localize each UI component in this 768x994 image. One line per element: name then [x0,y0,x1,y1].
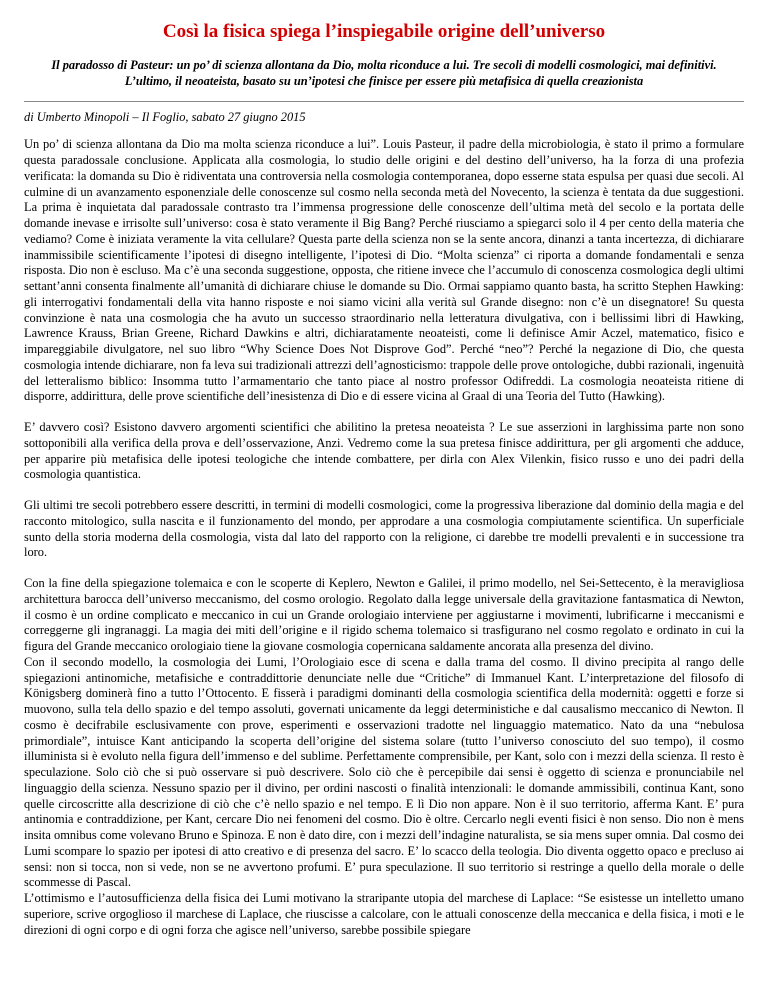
paragraph: Un po’ di scienza allontana da Dio ma molta scienza riconduce a lui”. Louis Pasteur, il padre della microbiologia, è stato il primo a formulare questa paradossale conclusione. Applicata alla cosmologia, lo studio delle origini e del destino dell’universo, ha la forza di una profezia verificata: la domanda su Dio è ridiventata una controversia nella cosmologia contemporanea, dopo esserne stata espulsa per quasi due secoli. Al culmine di un avanzamento esponenziale delle conoscenze sul cosmo nella seconda metà del Novecento, la scienza è tentata da due suggestioni. La prima è inquietata dal paradossale contrasto tra l’immensa progressione delle conoscenze dell’ultima metà del secolo e la portata delle domande inevase e irrisolte sull’universo: cosa è stato veramente il Big Bang? Perché riusciamo a spiegarci solo il 4 per cento della materia che vediamo? Come è iniziata veramente la vita cellulare? Questa parte della scienza non se la sente ancora, dinanzi a tanta incertezza, di dichiarare inammissibile scientificamente l’ipotesi di disegno intelligente, l’ipotesi di Dio. “Molta scienza” ci riporta a domande fondamentali e senza risposta. Dio non è escluso. Ma c’è una seconda suggestione, opposta, che ritiene invece che l’accumulo di conoscenza cosmologica degli ultimi settant’anni consenta finalmente all’umanità di dichiarare chiuse le domande su Dio. Ormai sappiamo quanto basta, ha scritto Stephen Hawking: gli interrogativi fondamentali della vita hanno risposte e noi siamo vicini alla verità sul Grande disegno: non c’è un disegnatore! Su questa convinzione è nata una cosmologia che ha avuto un successo straordinario nella letteratura divulgativa, con i bellissimi libri di Hawking, Lawrence Krauss, Brian Greene, Richard Dawkins e altri, dichiaratamente neoateisti, come li definisce Amir Aczel, matematico, fisico e impareggiabile divulgatore, nel suo libro “Why Science Does Not Disprove God”. Perché “neo”? Perché la negazione di Dio, che questa cosmologia intende dichiarare, non fa leva sui tradizionali attrezzi dell’agnosticismo: trappole delle prove ontologiche, dubbi razionali, ingenuità del letteralismo biblico: Insomma tutto l’armamentario che tanto piace al nostro professor Odifreddi. La cosmologia neoateista ritiene di disporre, addirittura, delle prove scientifiche dell’inesistenza di Dio e di essere vicina al Graal di una Teoria del Tutto (Hawking). [24,137,744,404]
article-byline: di Umberto Minopoli – Il Foglio, sabato 27 giugno 2015 [24,109,306,124]
divider [24,101,744,102]
paragraph: Gli ultimi tre secoli potrebbero essere descritti, in termini di modelli cosmologici, come la progressiva liberazione dal dominio della magia e del racconto mitologico, sulla nascita e il funzionamento del mondo, per approdare a una cosmologia compiutamente scientifica. Un superficiale sunto della storia moderna della cosmologia, vista dal lato del rapporto con la religione, ci darebbe tre modelli prevalenti e in successione tra loro. [24,498,744,560]
article-title: Così la fisica spiega l’inspiegabile origine dell’universo [162,21,606,42]
paragraph: E’ davvero così? Esistono davvero argomenti scientifici che abilitino la pretesa neoateista ? Le sue asserzioni in larghissima parte non sono sottoponibili alla verifica della prova e dell’osservazione, Anzi. Vedremo come la sua pretesa finisce addirittura, per gli argomenti che adduce, per apparire più metafisica delle ipotesi teologiche che intende combattere, per dirla con Alex Vilenkin, fisico russo e uno dei padri della cosmologia quantistica. [24,420,744,482]
article-subtitle: Il paradosso di Pasteur: un po’ di scienza allontana da Dio, molta riconduce a lui. Tre secoli di modelli cosmologici, mai definitivi. L’ultimo, il neoateista, basato su un’ipotesi che finisce per essere più metafisica di quella creazionista [51,58,717,88]
paragraph: Con il secondo modello, la cosmologia dei Lumi, l’Orologiaio esce di scena e dalla trama del cosmo. Il divino precipita al rango delle spiegazioni antinomiche, metafisiche e contraddittorie denunciate nelle due “Critiche” di Immanuel Kant. L’interpretazione del filosofo di Königsberg dominerà fino a tutto l’Ottocento. E fisserà i paradigmi dominanti della cosmologia scientifica della modernità: oggetti e forze si muovono, sulla tela dello spazio e del tempo assoluti, governati unicamente da leggi deterministiche e dal causalismo meccanico di Newton. Il cosmo è decifrabile esclusivamente con prove, esperimenti e osservazioni tradotte nel linguaggio matematico. Nato da una “nebulosa primordiale”, intuisce Kant anticipando la scoperta dell’origine del sistema solare (tutto l’universo conosciuto del suo tempo), il cosmo illuminista si è evoluto nella figura dell’immenso e del sublime. Perfettamente comprensibile, per Kant, solo con i mezzi della scienza. Il resto è speculazione. Solo ciò che si può osservare si può descrivere. Solo ciò che è percepibile dai sensi è oggetto di scienza e pronunciabile nel linguaggio della scienza. Nessuno spazio per il divino, per ordini nascosti o finalità intenzionali: le domande ammissibili, continua Kant, sono quelle circoscritte alla descrizione di ciò che c’è nello spazio e nel tempo. E lì Dio non appare. Non è il suo territorio, afferma Kant. E’ pura antinomia e contraddizione, per Kant, cercare Dio nei fenomeni del cosmo. Dio è oltre. Cercarlo negli eventi fisici è non senso. Dio non è mens insita omnibus come volevano Bruno e Spinoza. E non è dato dire, con i mezzi dell’indagine naturalista, se sia mens super omnia. Dal cosmo dei Lumi scompare lo spazio per ipotesi di atto creativo e di presenza del sacro. E’ lo scacco della teologia. Dio diventa oggetto opaco e precluso ai sensi: non si tocca, non si vede, non se ne avvertono profumi. E’ pura speculazione. Il suo territorio si restringe a quello della morale o delle scommesse di Pascal. [24,654,744,890]
paragraph: Con la fine della spiegazione tolemaica e con le scoperte di Keplero, Newton e Galilei, il primo modello, nel Sei-Settecento, è la meravigliosa architettura barocca dell’universo meccanismo, del cosmo orologio. Regolato dalla legge universale della gravitazione fantasmatica di Newton, il cosmo è un ordine complicato e meccanico in cui un Grande orologiaio interviene per aggiustarne i movimenti, lubrificarne i meccanismi e correggerne gli ingranaggi. La magia dei miti dell’origine e il rigido schema tolemaico si trasfigurano nel cosmo regolato e ordinato in cui la figura del Grande meccanico orologiaio tiene la giovane cosmologia copernicana saldamente ancorata alla presenza del divino. [24,576,744,653]
paragraph: L’ottimismo e l’autosufficienza della fisica dei Lumi motivano la straripante utopia del marchese di Laplace: “Se esistesse un intelletto umano superiore, scrive orgoglioso il marchese di Laplace, che riuscisse a calcolare, con le attuali conoscenze della meccanica e della fisica, i moti e le direzioni di ogni corpo e di ogni forza che agisce nell’universo, sarebbe possibile spiegare [24,891,744,937]
